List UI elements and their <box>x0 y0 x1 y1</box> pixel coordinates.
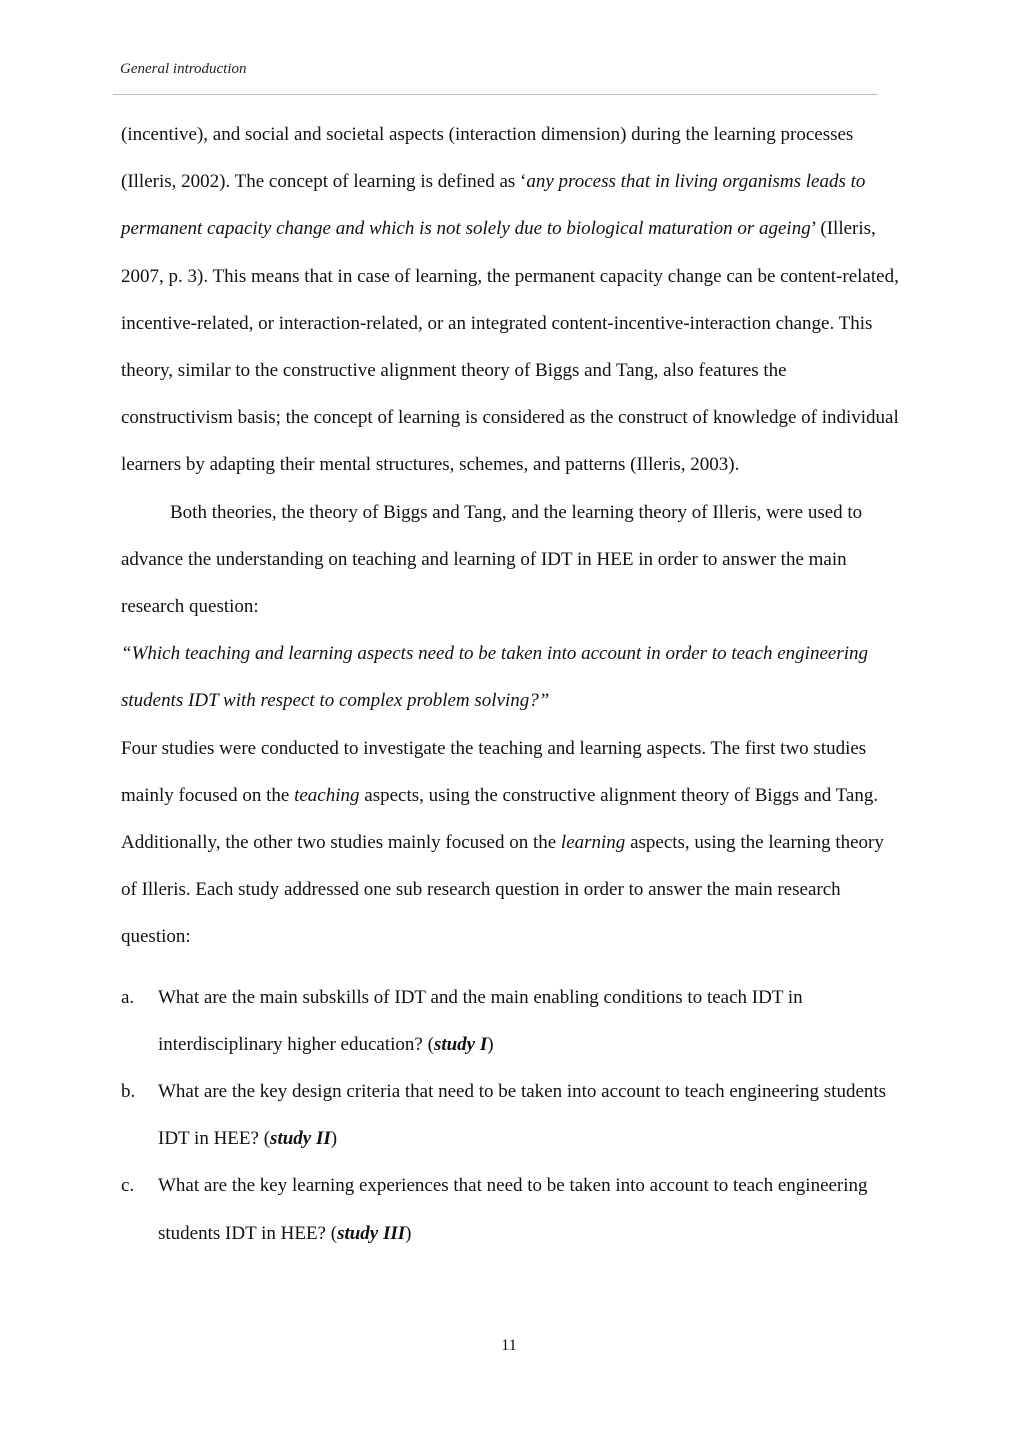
closing-paren: ) <box>330 1128 338 1150</box>
paragraph-text: (incentive), and social and societal aspects (interaction dimension) during the learning processes (Illeris, 2002). The concept of learning is defined as ‘ <box>121 124 854 193</box>
list-item <box>121 974 901 1068</box>
paragraph-four-studies <box>121 725 901 961</box>
sub-question-text: What are the key design criteria that need to be taken into account to teach engineering students IDT in HEE? ( <box>158 1081 887 1150</box>
list-item <box>121 1162 901 1256</box>
list-marker: b. <box>121 1081 136 1103</box>
study-label: study III <box>337 1222 406 1244</box>
paragraph-text: aspects, using the learning theory of Illeris. Each study addressed one sub research question in order to answer the main research question: <box>121 832 884 948</box>
learning-definition-quote: any process that in living organisms leads to permanent capacity change and which is not solely due to biological maturation or ageing <box>121 171 866 240</box>
running-header: General introduction <box>120 61 247 77</box>
header-divider <box>113 94 878 95</box>
paragraph-text: Four studies were conducted to investigate the teaching and learning aspects. The first two studies mainly focused on the <box>121 737 867 806</box>
closing-paren: ) <box>487 1033 494 1055</box>
sub-question-text: What are the key learning experiences that need to be taken into account to teach engineering students IDT in HEE? ( <box>158 1175 868 1244</box>
emphasis-teaching: teaching <box>294 784 360 806</box>
list-marker: a. <box>121 986 135 1008</box>
study-label: study II <box>270 1128 331 1150</box>
main-research-question: “Which teaching and learning aspects need to be taken into account in order to teach engineering students IDT with respect to complex problem solving?” <box>121 643 868 712</box>
body-text <box>121 111 901 1257</box>
paragraph-illeris-definition <box>121 111 901 489</box>
study-label: study I <box>433 1033 488 1055</box>
emphasis-learning: learning <box>560 832 626 854</box>
list-item <box>121 1068 901 1162</box>
sub-research-questions-list <box>121 974 901 1257</box>
sub-question-text: What are the main subskills of IDT and the main enabling conditions to teach IDT in interdisciplinary higher education? ( <box>158 986 803 1055</box>
paragraph-text: ’ (Illeris, 2007, p. 3). This means that in case of learning, the permanent capacity change can be content-related, incentive-related, or interaction-related, or an integrated content-incentive-interaction change. This theory, similar to the constructive alignment theory of Biggs and Tang, also features the constructivism basis; the concept of learning is considered as the construct of knowledge of individual learners by adapting their mental structures, schemes, and patterns (Illeris, 2003). <box>121 218 899 476</box>
paragraph-text: aspects, using the constructive alignment theory of Biggs and Tang. Additionally, the other two studies mainly focused on the <box>121 784 879 854</box>
page-number: 11 <box>501 1337 517 1354</box>
list-marker: c. <box>121 1175 135 1197</box>
paragraph-both-theories: Both theories, the theory of Biggs and Tang, and the learning theory of Illeris, were used to advance the understanding on teaching and learning of IDT in HEE in order to answer the main research question: <box>121 501 863 618</box>
closing-paren: ) <box>405 1222 412 1244</box>
